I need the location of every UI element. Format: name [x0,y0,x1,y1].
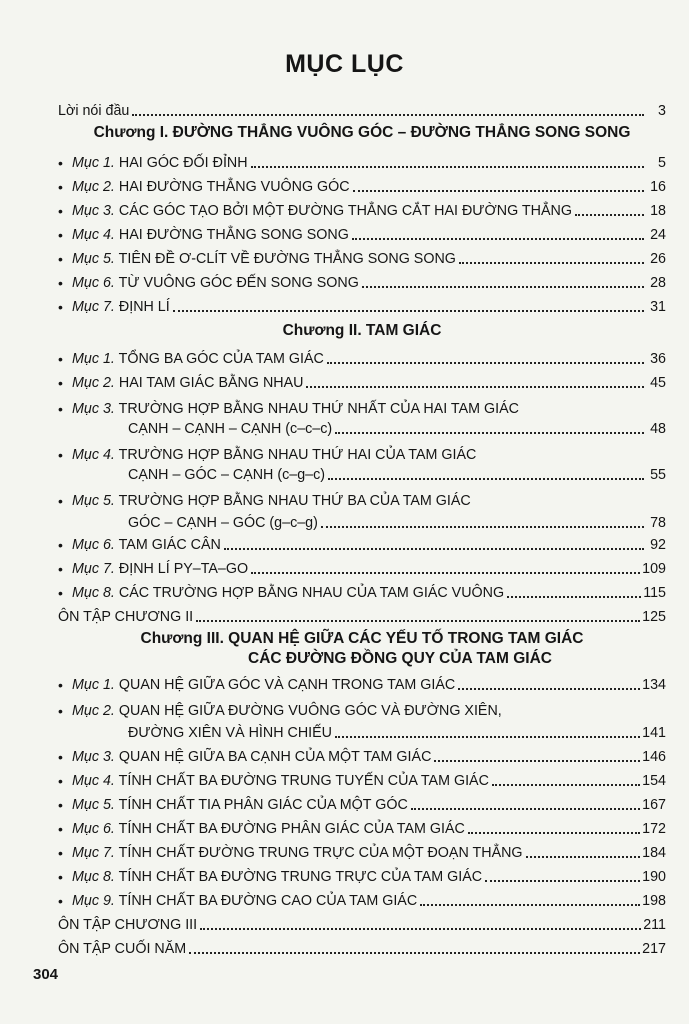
toc-prefix: Mục 6. [72,275,115,291]
toc-entry [58,790,666,814]
toc-prefix: Mục 7. [72,845,115,861]
toc-entry [58,368,666,392]
toc-entry [58,696,666,720]
bullet-icon: • [58,797,63,813]
toc-text: TỪ VUÔNG GÓC ĐẾN SONG SONG [118,275,359,291]
toc-page-number: 92 [650,537,666,553]
toc-text: TÍNH CHẤT TIA PHÂN GIÁC CỦA MỘT GÓC [118,797,408,813]
toc-entry [58,814,666,838]
dot-leader [251,165,644,168]
toc-text: TÍNH CHẤT BA ĐƯỜNG PHÂN GIÁC CỦA TAM GIÁC [118,821,465,837]
toc-entry [58,578,666,602]
toc-page-number: 146 [642,749,666,765]
toc-text: ĐƯỜNG XIÊN VÀ HÌNH CHIẾU [128,725,332,741]
toc-prefix: Mục 2. [72,375,115,391]
toc-entry [58,886,666,910]
toc-prefix: Mục 3. [72,401,115,417]
toc-label [72,772,489,790]
dot-leader [321,525,644,528]
toc-text: TÍNH CHẤT BA ĐƯỜNG TRUNG TRỰC CỦA TAM GIÁC [118,869,483,885]
toc-entry [58,486,666,510]
toc-text: QUAN HỆ GIỮA ĐƯỜNG VUÔNG GÓC VÀ ĐƯỜNG XIÊN, [118,703,502,719]
toc-entry [58,196,666,220]
toc-text: TRƯỜNG HỢP BẰNG NHAU THỨ HAI CỦA TAM GIÁC [118,447,477,463]
chapter-heading: Chương II. TAM GIÁC [282,322,442,339]
toc-page-number: 172 [642,821,666,837]
dot-leader [434,759,640,762]
toc-prefix: Mục 4. [72,227,115,243]
toc-page-number: 167 [642,797,666,813]
toc-page-number: 5 [658,155,666,171]
toc-entry [58,268,666,292]
toc-text: CÁC GÓC TẠO BỞI MỘT ĐƯỜNG THẲNG CẮT HAI ĐƯỜNG THẲNG [118,203,572,219]
bullet-icon: • [58,821,63,837]
toc-text: CẠNH – CẠNH – CẠNH (c–c–c) [128,421,333,437]
toc-label [72,374,303,392]
toc-text: TRƯỜNG HỢP BẰNG NHAU THỨ BA CỦA TAM GIÁC [118,493,471,509]
toc-page-number: 48 [650,421,666,437]
toc-label: ÔN TẬP CUỐI NĂM [58,941,187,957]
chapter-heading-line2: CÁC ĐƯỜNG ĐỒNG QUY CỦA TAM GIÁC [248,650,552,667]
toc-page-number: 109 [642,561,666,577]
dot-leader [362,285,644,288]
toc-label [72,274,359,292]
toc-text: TÍNH CHẤT BA ĐƯỜNG CAO CỦA TAM GIÁC [118,893,418,909]
toc-prefix: Mục 4. [72,447,115,463]
toc-label [72,892,417,910]
toc-label [72,250,456,268]
toc-label: ÔN TẬP CHƯƠNG III [58,917,198,933]
dot-leader [132,113,644,116]
page-number: 304 [33,966,59,983]
dot-leader [328,477,644,480]
bullet-icon: • [58,845,63,861]
bullet-icon: • [58,749,63,765]
toc-page-number: 154 [642,773,666,789]
toc-prefix: Mục 3. [72,203,115,219]
toc-page-number: 184 [642,845,666,861]
dot-leader [458,687,640,690]
bullet-icon: • [58,447,63,463]
toc-text: TRƯỜNG HỢP BẰNG NHAU THỨ NHẤT CỦA HAI TAM GIÁC [118,401,519,417]
toc-page-number: 198 [642,893,666,909]
toc-entry-continuation [128,460,666,484]
toc-page-number: 217 [642,941,666,957]
toc-prefix: Mục 2. [72,703,115,719]
toc-prefix: Mục 1. [72,155,115,171]
toc-prefix: Mục 1. [72,351,115,367]
toc-prefix: Mục 9. [72,893,115,909]
toc-text: HAI ĐƯỜNG THẲNG VUÔNG GÓC [118,179,350,195]
toc-entry [58,766,666,790]
toc-label [72,560,248,578]
dot-leader [459,261,644,264]
toc-prefix: Mục 5. [72,493,115,509]
toc-entry-continuation [128,718,666,742]
toc-text: TỔNG BA GÓC CỦA TAM GIÁC [118,351,324,367]
dot-leader [335,735,640,738]
toc-prefix: Mục 7. [72,299,115,315]
toc-prefix: Mục 8. [72,869,115,885]
toc-page-number: 78 [650,515,666,531]
toc-text: GÓC – CẠNH – GÓC (g–c–g) [128,515,318,531]
dot-leader [353,189,644,192]
toc-label [72,202,572,220]
toc-label [72,226,349,244]
toc-text: HAI TAM GIÁC BẰNG NHAU [118,375,304,391]
toc-text: TÍNH CHẤT ĐƯỜNG TRUNG TRỰC CỦA MỘT ĐOẠN THẲNG [118,845,523,861]
dot-leader [327,361,644,364]
toc-text: CẠNH – GÓC – CẠNH (c–g–c) [128,467,326,483]
dot-leader [200,927,641,930]
dot-leader [196,619,640,622]
bullet-icon: • [58,677,63,693]
toc-text: TIÊN ĐỀ Ơ-CLÍT VỀ ĐƯỜNG THẲNG SONG SONG [118,251,456,267]
toc-prefix: Mục 3. [72,749,115,765]
bullet-icon: • [58,155,63,171]
chapter-heading: Chương I. ĐƯỜNG THẲNG VUÔNG GÓC – ĐƯỜNG THẲNG SONG SONG [93,124,631,141]
dot-leader [485,879,640,882]
bullet-icon: • [58,703,63,719]
toc-page-number: 18 [650,203,666,219]
bullet-icon: • [58,537,63,553]
toc-entry [58,742,666,766]
toc-text: ĐỊNH LÍ PY–TA–GO [118,561,249,577]
bullet-icon: • [58,299,63,315]
toc-page-number: 45 [650,375,666,391]
toc-label [72,154,248,172]
toc-entry [58,244,666,268]
toc-page-number: 31 [650,299,666,315]
toc-label [72,796,408,814]
toc-entry-review [58,602,666,626]
toc-prefix: Mục 2. [72,179,115,195]
dot-leader [411,807,640,810]
toc-entry [58,344,666,368]
toc-text: HAI ĐƯỜNG THẲNG SONG SONG [118,227,349,243]
toc-entry [58,172,666,196]
dot-leader [492,783,640,786]
toc-entry [58,148,666,172]
toc-prefix: Mục 1. [72,677,115,693]
toc-label: Lời nói đầu [58,103,130,119]
toc-label [72,298,170,316]
toc-entry [58,554,666,578]
toc-text: TAM GIÁC CÂN [118,537,221,553]
toc-page-number: 26 [650,251,666,267]
dot-leader [526,855,641,858]
toc-entry [58,670,666,694]
toc-text: CÁC TRƯỜNG HỢP BẰNG NHAU CỦA TAM GIÁC VUÔNG [118,585,505,601]
toc-text: QUAN HỆ GIỮA BA CẠNH CỦA MỘT TAM GIÁC [118,749,432,765]
toc-text: QUAN HỆ GIỮA GÓC VÀ CẠNH TRONG TAM GIÁC [118,677,456,693]
toc-page-number: 190 [642,869,666,885]
toc-entry [58,530,666,554]
dot-leader [224,547,644,550]
toc-label [72,820,465,838]
dot-leader [306,385,644,388]
dot-leader [335,431,644,434]
toc-prefix: Mục 8. [72,585,115,601]
toc-page-number: 125 [642,609,666,625]
toc-entry-preface [58,96,666,120]
dot-leader [420,903,640,906]
toc-label [72,350,324,368]
toc-prefix: Mục 5. [72,797,115,813]
bullet-icon: • [58,869,63,885]
dot-leader [352,237,644,240]
dot-leader [189,951,640,954]
toc-prefix: Mục 6. [72,821,115,837]
bullet-icon: • [58,203,63,219]
toc-label [72,584,504,602]
bullet-icon: • [58,893,63,909]
dot-leader [575,213,644,216]
toc-page-number: 16 [650,179,666,195]
chapter-heading: Chương III. QUAN HỆ GIỮA CÁC YẾU TỐ TRONG TAM GIÁC [140,630,584,647]
toc-page-number: 28 [650,275,666,291]
toc-entry-review [58,910,666,934]
toc-entry-final-review [58,934,666,958]
toc-page-number: 134 [642,677,666,693]
dot-leader [173,309,644,312]
toc-entry-continuation [128,508,666,532]
toc-entry [58,292,666,316]
toc-entry [58,862,666,886]
toc-text: HAI GÓC ĐỐI ĐỈNH [118,155,248,171]
toc-prefix: Mục 6. [72,537,115,553]
toc-label [72,676,455,694]
bullet-icon: • [58,773,63,789]
bullet-icon: • [58,375,63,391]
toc-entry [58,838,666,862]
page-title: MỤC LỤC [285,50,404,78]
bullet-icon: • [58,585,63,601]
bullet-icon: • [58,275,63,291]
toc-entry [58,220,666,244]
bullet-icon: • [58,251,63,267]
toc-prefix: Mục 4. [72,773,115,789]
bullet-icon: • [58,561,63,577]
toc-label [72,536,221,554]
toc-label [72,178,350,196]
dot-leader [251,571,640,574]
toc-entry-continuation [128,414,666,438]
toc-label: ÔN TẬP CHƯƠNG II [58,609,194,625]
toc-label [72,844,523,862]
toc-text: TÍNH CHẤT BA ĐƯỜNG TRUNG TUYẾN CỦA TAM GIÁC [118,773,489,789]
toc-page-number: 55 [650,467,666,483]
toc-page-number: 36 [650,351,666,367]
toc-label [72,868,482,886]
toc-page-number: 141 [642,725,666,741]
toc-prefix: Mục 7. [72,561,115,577]
bullet-icon: • [58,401,63,417]
dot-leader [468,831,640,834]
bullet-icon: • [58,351,63,367]
bullet-icon: • [58,493,63,509]
toc-page-number: 24 [650,227,666,243]
dot-leader [507,595,641,598]
toc-page-number: 211 [643,917,666,933]
toc-page-number: 3 [658,103,666,119]
toc-text: ĐỊNH LÍ [118,299,170,315]
bullet-icon: • [58,227,63,243]
bullet-icon: • [58,179,63,195]
toc-page-number: 115 [643,585,666,601]
toc-label [72,748,431,766]
toc-prefix: Mục 5. [72,251,115,267]
